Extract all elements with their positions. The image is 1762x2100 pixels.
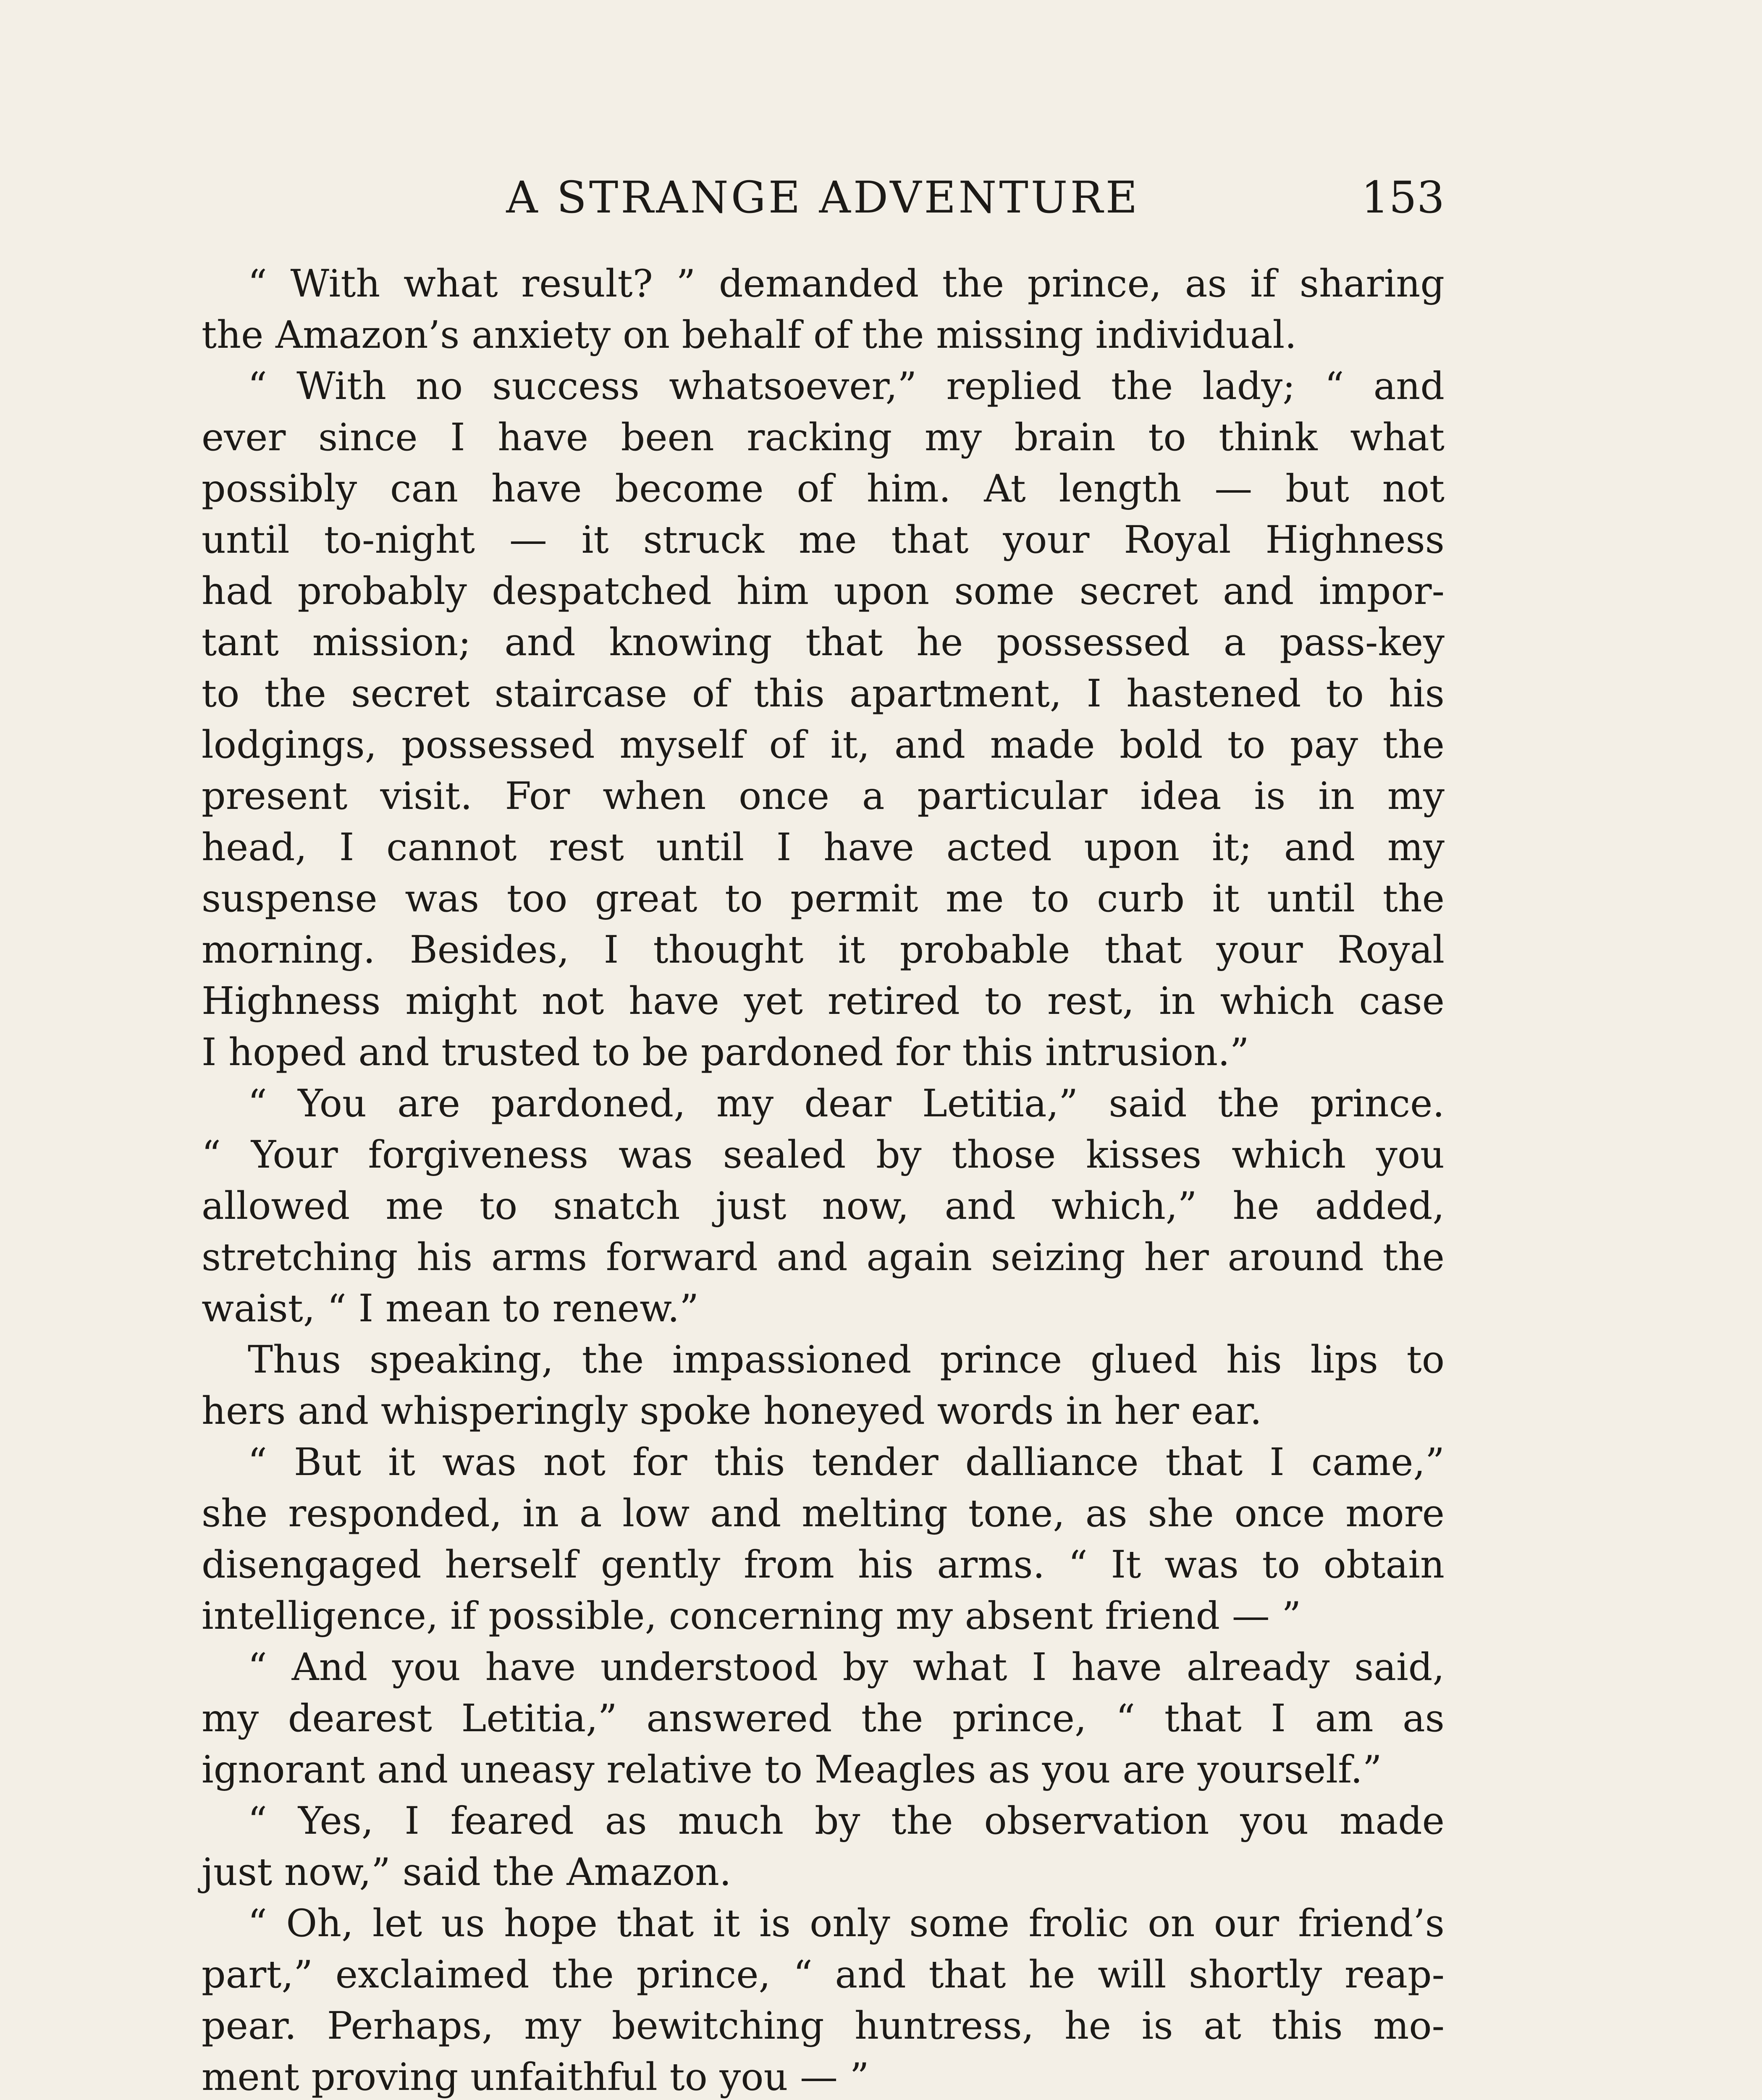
text-line: “ You are pardoned, my dear Letitia,” said the prince. — [248, 1082, 1445, 1126]
text-line: head, I cannot rest until I have acted upon it; and my — [202, 825, 1445, 869]
text-line: suspense was too great to permit me to curb it until the — [202, 877, 1445, 921]
text-line: my dearest Letitia,” answered the prince, “ that I am as — [202, 1696, 1445, 1740]
text-line: stretching his arms forward and again seizing her around the — [202, 1235, 1445, 1279]
text-line: “ But it was not for this tender dalliance that I came,” — [248, 1440, 1445, 1484]
text-line: pear. Perhaps, my bewitching huntress, he is at this mo- — [202, 2004, 1445, 2048]
text-line: “ Oh, let us hope that it is only some frolic on our friend’s — [248, 1901, 1445, 1945]
text-line: intelligence, if possible, concerning my absent friend — ” — [202, 1594, 1301, 1638]
running-head — [202, 166, 1445, 229]
running-title: A STRANGE ADVENTURE — [506, 172, 1140, 223]
text-line: part,” exclaimed the prince, “ and that he will shortly reap- — [202, 1953, 1445, 1997]
page-number: 153 — [1361, 172, 1445, 223]
text-line: ever since I have been racking my brain to think what — [202, 415, 1445, 459]
text-line: I hoped and trusted to be pardoned for this intrusion.” — [202, 1030, 1249, 1074]
text-line: waist, “ I mean to renew.” — [202, 1286, 699, 1331]
text-line: ment proving unfaithful to you — ” — [202, 2055, 869, 2099]
text-line: hers and whisperingly spoke honeyed words in her ear. — [202, 1389, 1262, 1433]
text-line: possibly can have become of him. At length — but not — [202, 467, 1445, 511]
text-line: Highness might not have yet retired to rest, in which case — [202, 979, 1445, 1023]
text-line: allowed me to snatch just now, and which,” he added, — [202, 1184, 1445, 1228]
text-line: “ And you have understood by what I have already said, — [248, 1645, 1445, 1689]
text-line: the Amazon’s anxiety on behalf of the missing individual. — [202, 313, 1297, 357]
text-line: Thus speaking, the impassioned prince glued his lips to — [248, 1338, 1445, 1382]
text-line: morning. Besides, I thought it probable that your Royal — [202, 928, 1445, 972]
text-line: “ With what result? ” demanded the prince, as if sharing — [248, 262, 1445, 306]
text-line: had probably despatched him upon some secret and impor- — [202, 569, 1445, 613]
text-line: she responded, in a low and melting tone, as she once more — [202, 1491, 1445, 1536]
text-line: “ With no success whatsoever,” replied the lady; “ and — [248, 364, 1445, 408]
body-text — [202, 258, 1445, 2100]
text-line: present visit. For when once a particular idea is in my — [202, 774, 1445, 818]
text-line: just now,” said the Amazon. — [202, 1850, 732, 1894]
text-line: “ Yes, I feared as much by the observation you made — [248, 1799, 1445, 1843]
text-line: disengaged herself gently from his arms. “ It was to obtain — [202, 1543, 1445, 1587]
text-line: tant mission; and knowing that he possessed a pass-key — [202, 620, 1445, 664]
text-line: until to-night — it struck me that your Royal Highness — [202, 518, 1445, 562]
text-line: to the secret staircase of this apartment, I hastened to his — [202, 672, 1445, 716]
text-line: ignorant and uneasy relative to Meagles as you are yourself.” — [202, 1748, 1382, 1792]
text-line: lodgings, possessed myself of it, and made bold to pay the — [202, 723, 1445, 767]
text-line: “ Your forgiveness was sealed by those kisses which you — [202, 1133, 1445, 1177]
